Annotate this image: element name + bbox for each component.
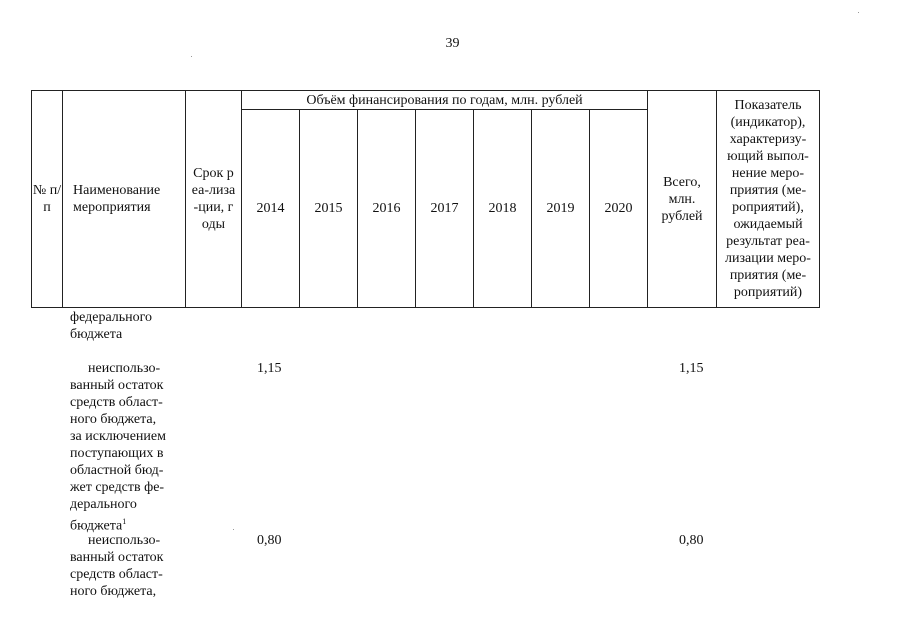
scan-speck [858,12,859,13]
header-year: 2015 [300,110,358,308]
scan-speck [233,529,234,530]
row-name: неиспользо- ванный остаток средств област- ного бюджета, за исключением поступающих в областной бюд- жет средств фе- дерального бюджета$^1$ [70,361,166,534]
header-year: 2016 [358,110,416,308]
row-name: неиспользо- ванный остаток средств област- ного бюджета, [70,533,164,599]
header-col-name: Наименование мероприятия [63,91,186,308]
header-funding-title: Объём финансирования по годам, млн. рублей [242,91,648,110]
header-year: 2014 [242,110,300,308]
header-year: 2017 [416,110,474,308]
page-number: 39 [445,36,460,51]
header-year: 2019 [532,110,590,308]
value-2014: 0,80 [257,533,282,548]
header-col-total: Всего, млн. рублей [648,91,717,308]
header-col-term [186,91,242,308]
header-year: 2020 [590,110,648,308]
scan-speck [191,56,192,57]
footnote-mark: 1 [122,517,127,526]
row-name: федерального бюджета [70,310,153,342]
table-header [31,90,820,308]
value-total: 0,80 [679,533,704,548]
header-col-indicator: Показатель (индикатор), характеризу-ющий выпол-нение меро-приятия (ме-роприятий), ожидаемый результат реа-лизации меро-приятия (ме-роприятий) [717,91,820,308]
header-col-number: № п/п [32,91,63,308]
term-text: Срок реа-лиза-ции, годы [191,166,236,232]
value-total: 1,15 [679,361,704,376]
header-year: 2018 [474,110,532,308]
value-2014: 1,15 [257,361,282,376]
